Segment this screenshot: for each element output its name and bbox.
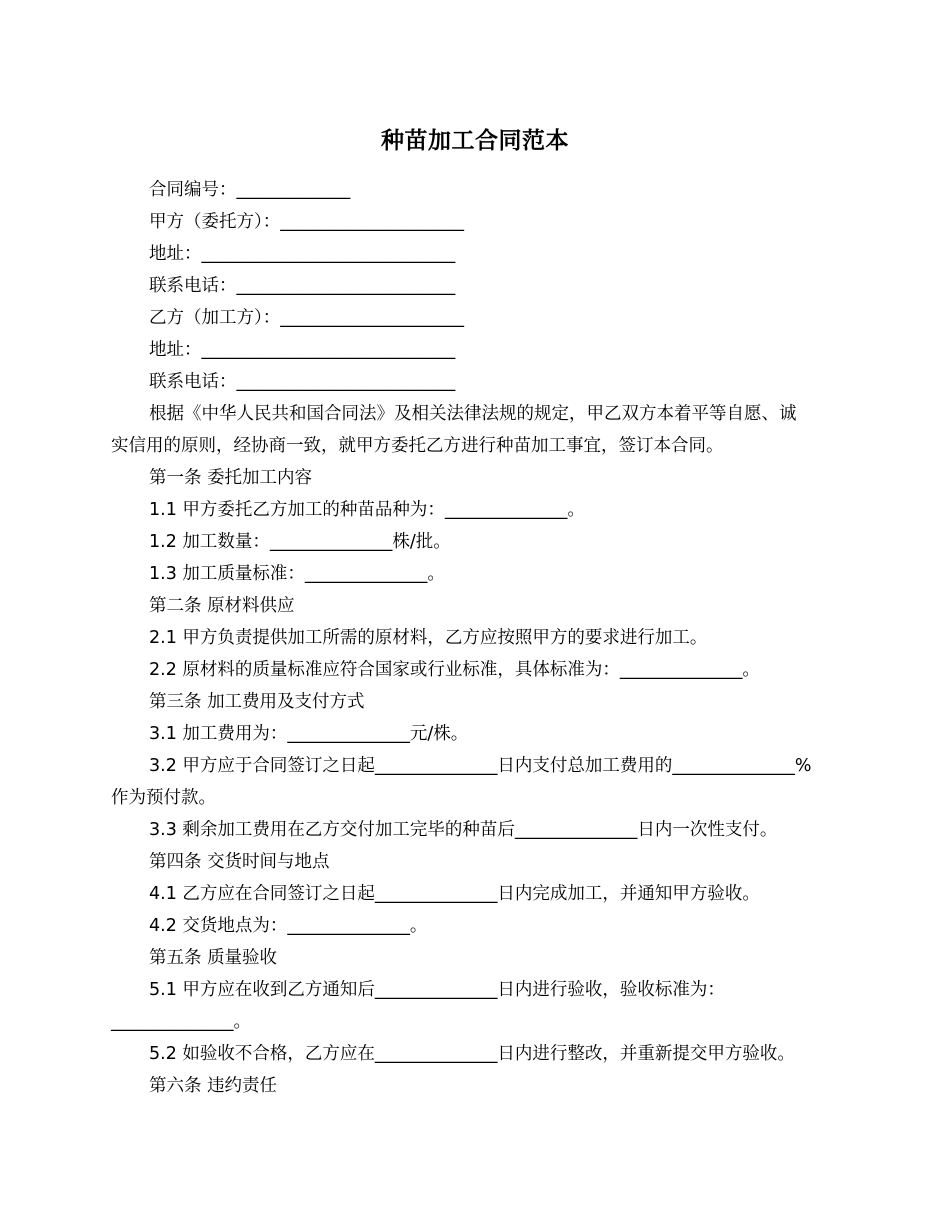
- text-line: 1.2 加工数量：______________株/批。: [149, 532, 451, 552]
- text-line: 甲方（委托方）：_____________________: [149, 212, 464, 232]
- text-line: 实信用的原则，经协商一致，就甲方委托乙方进行种苗加工事宜，签订本合同。: [111, 436, 724, 456]
- document-title: 种苗加工合同范本: [381, 128, 569, 154]
- text-line: 5.2 如验收不合格，乙方应在______________日内进行整改，并重新提交甲方验收。: [149, 1044, 795, 1064]
- text-line: 2.1 甲方负责提供加工所需的原材料，乙方应按照甲方的要求进行加工。: [149, 628, 708, 648]
- text-line: 第四条 交货时间与地点: [149, 852, 330, 872]
- text-line: 第六条 违约责任: [149, 1076, 278, 1096]
- text-line: 地址：_____________________________: [149, 340, 456, 360]
- text-line: 根据《中华人民共和国合同法》及相关法律法规的规定，甲乙双方本着平等自愿、诚: [149, 404, 797, 424]
- text-line: 第二条 原材料供应: [149, 596, 295, 616]
- text-line: 3.3 剩余加工费用在乙方交付加工完毕的种苗后______________日内一次性支付。: [149, 820, 778, 840]
- text-line: 4.1 乙方应在合同签订之日起______________日内完成加工，并通知甲方验收。: [149, 884, 760, 904]
- text-line: 3.1 加工费用为：______________元/株。: [149, 724, 469, 744]
- text-line: 地址：_____________________________: [149, 244, 456, 264]
- text-line: 1.3 加工质量标准：______________。: [149, 564, 445, 584]
- text-line: 作为预付款。: [111, 788, 216, 808]
- text-line: 3.2 甲方应于合同签订之日起______________日内支付总加工费用的______________%: [149, 756, 812, 776]
- text-line: 第一条 委托加工内容: [149, 468, 313, 488]
- text-line: 2.2 原材料的质量标准应符合国家或行业标准，具体标准为：______________。: [149, 660, 760, 680]
- text-line: ______________。: [111, 1012, 251, 1032]
- text-line: 合同编号：_____________: [149, 180, 351, 200]
- text-line: 联系电话：_________________________: [149, 372, 456, 392]
- text-line: 5.1 甲方应在收到乙方通知后______________日内进行验收，验收标准为：: [149, 980, 725, 1000]
- text-line: 第三条 加工费用及支付方式: [149, 692, 365, 712]
- text-line: 联系电话：_________________________: [149, 276, 456, 296]
- text-line: 乙方（加工方）：_____________________: [149, 308, 464, 328]
- text-line: 1.1 甲方委托乙方加工的种苗品种为：______________。: [149, 500, 585, 520]
- text-line: 4.2 交货地点为：______________。: [149, 916, 428, 936]
- text-line: 第五条 质量验收: [149, 948, 278, 968]
- document-body: [111, 174, 846, 1102]
